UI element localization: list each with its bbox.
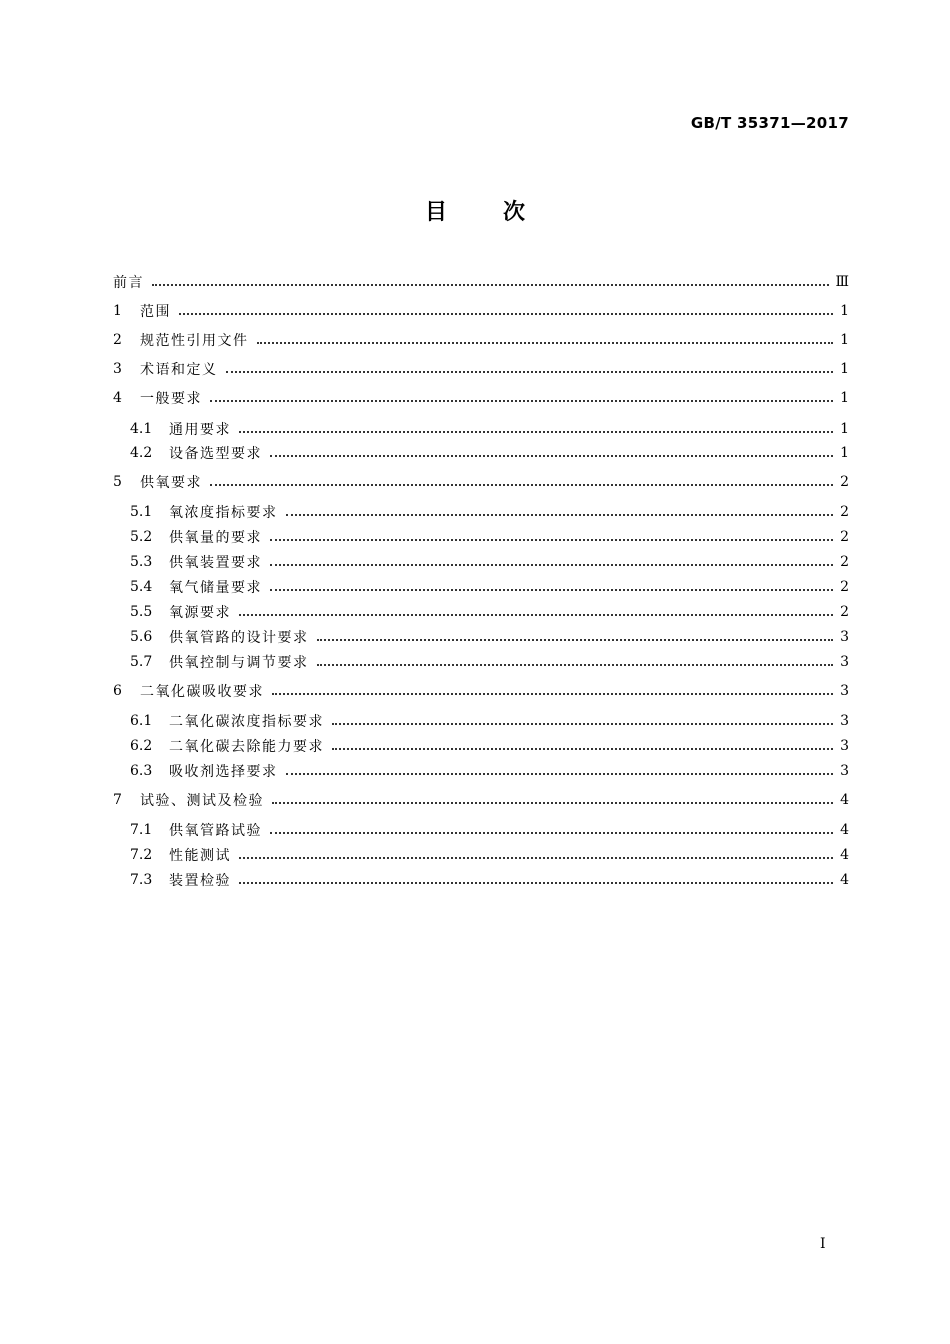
toc-dot-leader — [270, 832, 833, 834]
toc-entry[interactable] — [113, 575, 849, 599]
toc-dot-leader — [239, 882, 833, 884]
toc-dot-leader — [239, 614, 833, 616]
toc-entry-page: 3 — [840, 629, 849, 645]
toc-entry-number: 4 — [113, 390, 122, 406]
toc-entry-page: 3 — [840, 713, 849, 729]
toc-entry[interactable] — [113, 470, 849, 494]
toc-entry-label: 二氧化碳去除能力要求 — [169, 739, 324, 755]
toc-entry-number: 5 — [113, 474, 122, 490]
toc-entry-page: 4 — [840, 847, 849, 863]
toc-entry-page: 2 — [840, 504, 849, 520]
toc-entry-label: 范围 — [140, 304, 171, 320]
toc-dot-leader — [286, 514, 834, 516]
toc-entry[interactable] — [113, 788, 849, 812]
toc-entry-page: 1 — [840, 421, 849, 437]
toc-entry-number: 7.1 — [130, 822, 153, 838]
toc-dot-leader — [286, 773, 834, 775]
toc-dot-leader — [272, 693, 833, 695]
toc-entry[interactable] — [113, 625, 849, 649]
toc-entry-number: 5.4 — [130, 579, 153, 595]
toc-entry-page: 4 — [840, 822, 849, 838]
toc-entry-label: 二氧化碳浓度指标要求 — [169, 714, 324, 730]
toc-dot-leader — [152, 284, 829, 286]
toc-entry[interactable] — [113, 843, 849, 867]
toc-entry-page: 4 — [840, 792, 849, 808]
toc-entry-number: 6.2 — [130, 738, 153, 754]
toc-entry[interactable] — [113, 868, 849, 892]
toc-entry[interactable] — [113, 386, 849, 410]
toc-entry-number: 7.3 — [130, 872, 153, 888]
toc-entry[interactable] — [113, 600, 849, 624]
toc-entry[interactable] — [113, 441, 849, 465]
toc-entry-number: 6 — [113, 683, 122, 699]
toc-entry-label: 前言 — [113, 275, 144, 291]
toc-entry[interactable] — [113, 550, 849, 574]
toc-entry[interactable] — [113, 417, 849, 441]
toc-entry-label: 供氧管路试验 — [169, 823, 262, 839]
toc-entry-page: 4 — [840, 872, 849, 888]
toc-entry[interactable] — [113, 500, 849, 524]
toc-entry-label: 供氧要求 — [140, 475, 202, 491]
toc-dot-leader — [210, 400, 833, 402]
toc-dot-leader — [179, 313, 833, 315]
toc-dot-leader — [226, 371, 834, 373]
toc-entry-label: 供氧控制与调节要求 — [169, 655, 309, 671]
page-title: 目次 — [424, 200, 581, 225]
toc-entry-label: 设备选型要求 — [169, 446, 262, 462]
toc-entry-number: 7.2 — [130, 847, 153, 863]
toc-dot-leader — [317, 664, 834, 666]
toc-dot-leader — [270, 455, 833, 457]
toc-dot-leader — [257, 342, 834, 344]
toc-entry-page: 3 — [840, 738, 849, 754]
toc-dot-leader — [270, 564, 833, 566]
toc-entry-label: 供氧量的要求 — [169, 530, 262, 546]
toc-entry-page: 1 — [840, 390, 849, 406]
toc-entry-label: 供氧管路的设计要求 — [169, 630, 309, 646]
toc-entry-number: 5.7 — [130, 654, 153, 670]
toc-entry-page: 2 — [840, 554, 849, 570]
toc-entry[interactable] — [113, 818, 849, 842]
toc-entry-page: 3 — [840, 654, 849, 670]
toc-entry-page: 1 — [840, 361, 849, 377]
toc-entry-number: 5.3 — [130, 554, 153, 570]
toc-dot-leader — [239, 857, 833, 859]
toc-entry-number: 3 — [113, 361, 122, 377]
toc-entry-page: 2 — [840, 474, 849, 490]
toc-dot-leader — [239, 431, 833, 433]
toc-entry[interactable] — [113, 734, 849, 758]
toc-entry-number: 5.6 — [130, 629, 153, 645]
toc-entry-label: 装置检验 — [169, 873, 231, 889]
toc-entry[interactable] — [113, 679, 849, 703]
toc-entry-number: 5.2 — [130, 529, 153, 545]
toc-entry-label: 吸收剂选择要求 — [169, 764, 278, 780]
toc-entry-number: 4.1 — [130, 421, 153, 437]
toc-entry-page: 1 — [840, 445, 849, 461]
toc-entry-label: 氧源要求 — [169, 605, 231, 621]
toc-dot-leader — [272, 802, 833, 804]
toc-entry-page: 1 — [840, 303, 849, 319]
toc-dot-leader — [317, 639, 834, 641]
toc-entry-label: 试验、测试及检验 — [140, 793, 264, 809]
toc-entry-label: 术语和定义 — [140, 362, 218, 378]
toc-dot-leader — [270, 539, 833, 541]
page-number: I — [820, 1236, 826, 1252]
standard-number: GB/T 35371—2017 — [690, 114, 849, 132]
toc-entry-number: 5.1 — [130, 504, 153, 520]
toc-entry-page: 3 — [840, 683, 849, 699]
toc-entry-label: 性能测试 — [169, 848, 231, 864]
toc-entry[interactable] — [113, 328, 849, 352]
toc-entry-label: 氧气储量要求 — [169, 580, 262, 596]
toc-dot-leader — [332, 748, 833, 750]
toc-entry[interactable] — [113, 525, 849, 549]
toc-entry[interactable] — [113, 709, 849, 733]
toc-entry[interactable] — [113, 270, 849, 294]
toc-entry-number: 1 — [113, 303, 122, 319]
toc-entry-number: 6.1 — [130, 713, 153, 729]
toc-entry-number: 5.5 — [130, 604, 153, 620]
toc-dot-leader — [210, 484, 833, 486]
toc-entry-page: 2 — [840, 579, 849, 595]
toc-entry-page: 3 — [840, 763, 849, 779]
toc-entry-page: 1 — [840, 332, 849, 348]
toc-entry[interactable] — [113, 650, 849, 674]
toc-dot-leader — [270, 589, 833, 591]
toc-entry-label: 一般要求 — [140, 391, 202, 407]
toc-entry-page: 2 — [840, 529, 849, 545]
toc-entry-page: 2 — [840, 604, 849, 620]
toc-entry-label: 通用要求 — [169, 422, 231, 438]
toc-entry[interactable] — [113, 357, 849, 381]
toc-entry[interactable] — [113, 299, 849, 323]
toc-entry-number: 4.2 — [130, 445, 153, 461]
toc-dot-leader — [332, 723, 833, 725]
toc-entry-label: 二氧化碳吸收要求 — [140, 684, 264, 700]
toc-entry-page: Ⅲ — [835, 274, 849, 290]
toc-entry-label: 供氧装置要求 — [169, 555, 262, 571]
toc-entry-number: 6.3 — [130, 763, 153, 779]
toc-entry-label: 规范性引用文件 — [140, 333, 249, 349]
toc-entry-number: 2 — [113, 332, 122, 348]
toc-entry-number: 7 — [113, 792, 122, 808]
toc-entry[interactable] — [113, 759, 849, 783]
toc-entry-label: 氧浓度指标要求 — [169, 505, 278, 521]
